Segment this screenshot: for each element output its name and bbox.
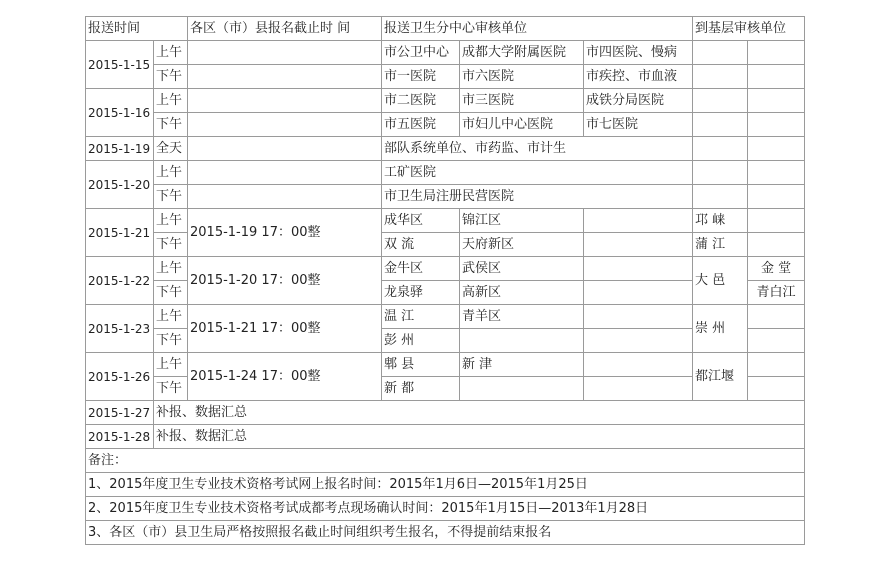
unit-cell xyxy=(584,329,693,353)
grassroots-cell: 大 邑 xyxy=(693,257,748,305)
unit-cell xyxy=(584,257,693,281)
deadline-cell: 2015-1-24 17：00整 xyxy=(188,353,382,401)
date-cell: 2015-1-21 xyxy=(86,209,154,257)
table-row xyxy=(86,353,805,377)
date-cell: 2015-1-27 xyxy=(86,401,154,425)
notes-row xyxy=(86,497,805,521)
grassroots-cell xyxy=(748,305,805,329)
deadline-cell xyxy=(188,161,382,185)
unit-cell: 金牛区 xyxy=(382,257,460,281)
note-item: 3、各区（市）县卫生局严格按照报名截止时间组织考生报名，不得提前结束报名 xyxy=(86,521,805,545)
unit-cell: 市一医院 xyxy=(382,65,460,89)
period-cell: 下午 xyxy=(154,233,188,257)
table-row xyxy=(86,161,805,185)
unit-cell xyxy=(460,377,584,401)
date-cell: 2015-1-23 xyxy=(86,305,154,353)
grassroots-cell xyxy=(748,161,805,185)
note-item: 1、2015年度卫生专业技术资格考试网上报名时间：2015年1月6日—2015年1月25日 xyxy=(86,473,805,497)
deadline-cell xyxy=(188,113,382,137)
table-row xyxy=(86,401,805,425)
unit-cell: 武侯区 xyxy=(460,257,584,281)
grassroots-cell xyxy=(693,185,748,209)
period-cell: 上午 xyxy=(154,209,188,233)
unit-cell: 市四医院、慢病 xyxy=(584,41,693,65)
exam-review-schedule-table xyxy=(85,16,805,545)
grassroots-cell xyxy=(693,113,748,137)
unit-cell: 青羊区 xyxy=(460,305,584,329)
period-cell: 下午 xyxy=(154,65,188,89)
grassroots-cell xyxy=(748,353,805,377)
date-cell: 2015-1-16 xyxy=(86,89,154,137)
notes-row xyxy=(86,473,805,497)
header-row xyxy=(86,17,805,41)
table-row xyxy=(86,209,805,233)
period-cell: 下午 xyxy=(154,281,188,305)
period-cell: 上午 xyxy=(154,353,188,377)
period-cell: 下午 xyxy=(154,113,188,137)
header-sub-center: 报送卫生分中心审核单位 xyxy=(382,17,693,41)
period-cell: 上午 xyxy=(154,89,188,113)
deadline-cell: 2015-1-20 17：00整 xyxy=(188,257,382,305)
deadline-cell: 2015-1-19 17：00整 xyxy=(188,209,382,257)
header-deadline: 各区（市）县报名截止时 间 xyxy=(188,17,382,41)
unit-cell: 天府新区 xyxy=(460,233,584,257)
date-cell: 2015-1-15 xyxy=(86,41,154,89)
grassroots-cell xyxy=(748,185,805,209)
grassroots-cell xyxy=(693,65,748,89)
table-row xyxy=(86,257,805,281)
table-row xyxy=(86,137,805,161)
table-row xyxy=(86,425,805,449)
notes-title: 备注： xyxy=(86,449,805,473)
grassroots-cell xyxy=(748,41,805,65)
table-row xyxy=(86,41,805,65)
unit-cell: 市七医院 xyxy=(584,113,693,137)
unit-cell: 市卫生局注册民营医院 xyxy=(382,185,693,209)
notes-row xyxy=(86,449,805,473)
period-cell: 全天 xyxy=(154,137,188,161)
unit-cell: 市妇儿中心医院 xyxy=(460,113,584,137)
unit-cell: 市三医院 xyxy=(460,89,584,113)
unit-cell: 温 江 xyxy=(382,305,460,329)
grassroots-cell xyxy=(748,209,805,233)
unit-cell xyxy=(460,329,584,353)
note-item: 2、2015年度卫生专业技术资格考试成都考点现场确认时间：2015年1月15日—2013年1月28日 xyxy=(86,497,805,521)
unit-cell: 市二医院 xyxy=(382,89,460,113)
unit-cell: 新 都 xyxy=(382,377,460,401)
grassroots-cell xyxy=(693,41,748,65)
date-cell: 2015-1-28 xyxy=(86,425,154,449)
unit-cell: 市公卫中心 xyxy=(382,41,460,65)
unit-cell: 市五医院 xyxy=(382,113,460,137)
deadline-cell xyxy=(188,137,382,161)
unit-cell: 部队系统单位、市药监、市计生 xyxy=(382,137,693,161)
date-cell: 2015-1-22 xyxy=(86,257,154,305)
table-row xyxy=(86,185,805,209)
grassroots-cell xyxy=(748,89,805,113)
deadline-cell: 2015-1-21 17：00整 xyxy=(188,305,382,353)
deadline-cell xyxy=(188,89,382,113)
table-row xyxy=(86,113,805,137)
unit-cell xyxy=(584,281,693,305)
grassroots-cell xyxy=(693,161,748,185)
grassroots-cell: 崇 州 xyxy=(693,305,748,353)
date-cell: 2015-1-20 xyxy=(86,161,154,209)
deadline-cell xyxy=(188,41,382,65)
deadline-cell xyxy=(188,65,382,89)
unit-cell: 新 津 xyxy=(460,353,584,377)
header-time: 报送时间 xyxy=(86,17,188,41)
summary-cell: 补报、数据汇总 xyxy=(154,425,805,449)
grassroots-cell xyxy=(748,65,805,89)
header-grassroots: 到基层审核单位 xyxy=(693,17,805,41)
grassroots-cell: 蒲 江 xyxy=(693,233,748,257)
grassroots-cell: 都江堰 xyxy=(693,353,748,401)
unit-cell: 市六医院 xyxy=(460,65,584,89)
unit-cell: 市疾控、市血液 xyxy=(584,65,693,89)
unit-cell xyxy=(584,233,693,257)
table-row xyxy=(86,65,805,89)
unit-cell: 郫 县 xyxy=(382,353,460,377)
unit-cell xyxy=(584,209,693,233)
table-row xyxy=(86,89,805,113)
grassroots-cell: 金 堂 xyxy=(748,257,805,281)
unit-cell: 成都大学附属医院 xyxy=(460,41,584,65)
unit-cell: 高新区 xyxy=(460,281,584,305)
period-cell: 上午 xyxy=(154,257,188,281)
date-cell: 2015-1-19 xyxy=(86,137,154,161)
grassroots-cell xyxy=(748,329,805,353)
table-row xyxy=(86,305,805,329)
grassroots-cell: 邛 崃 xyxy=(693,209,748,233)
unit-cell: 成铁分局医院 xyxy=(584,89,693,113)
grassroots-cell xyxy=(748,233,805,257)
unit-cell: 彭 州 xyxy=(382,329,460,353)
notes-row xyxy=(86,521,805,545)
unit-cell: 龙泉驿 xyxy=(382,281,460,305)
unit-cell xyxy=(584,377,693,401)
grassroots-cell: 青白江 xyxy=(748,281,805,305)
period-cell: 上午 xyxy=(154,161,188,185)
date-cell: 2015-1-26 xyxy=(86,353,154,401)
period-cell: 下午 xyxy=(154,185,188,209)
period-cell: 上午 xyxy=(154,41,188,65)
period-cell: 上午 xyxy=(154,305,188,329)
unit-cell xyxy=(584,353,693,377)
grassroots-cell xyxy=(748,113,805,137)
summary-cell: 补报、数据汇总 xyxy=(154,401,805,425)
unit-cell: 成华区 xyxy=(382,209,460,233)
grassroots-cell xyxy=(693,137,748,161)
period-cell: 下午 xyxy=(154,329,188,353)
unit-cell: 双 流 xyxy=(382,233,460,257)
deadline-cell xyxy=(188,185,382,209)
period-cell: 下午 xyxy=(154,377,188,401)
unit-cell: 锦江区 xyxy=(460,209,584,233)
unit-cell: 工矿医院 xyxy=(382,161,693,185)
grassroots-cell xyxy=(748,377,805,401)
grassroots-cell xyxy=(693,89,748,113)
unit-cell xyxy=(584,305,693,329)
grassroots-cell xyxy=(748,137,805,161)
